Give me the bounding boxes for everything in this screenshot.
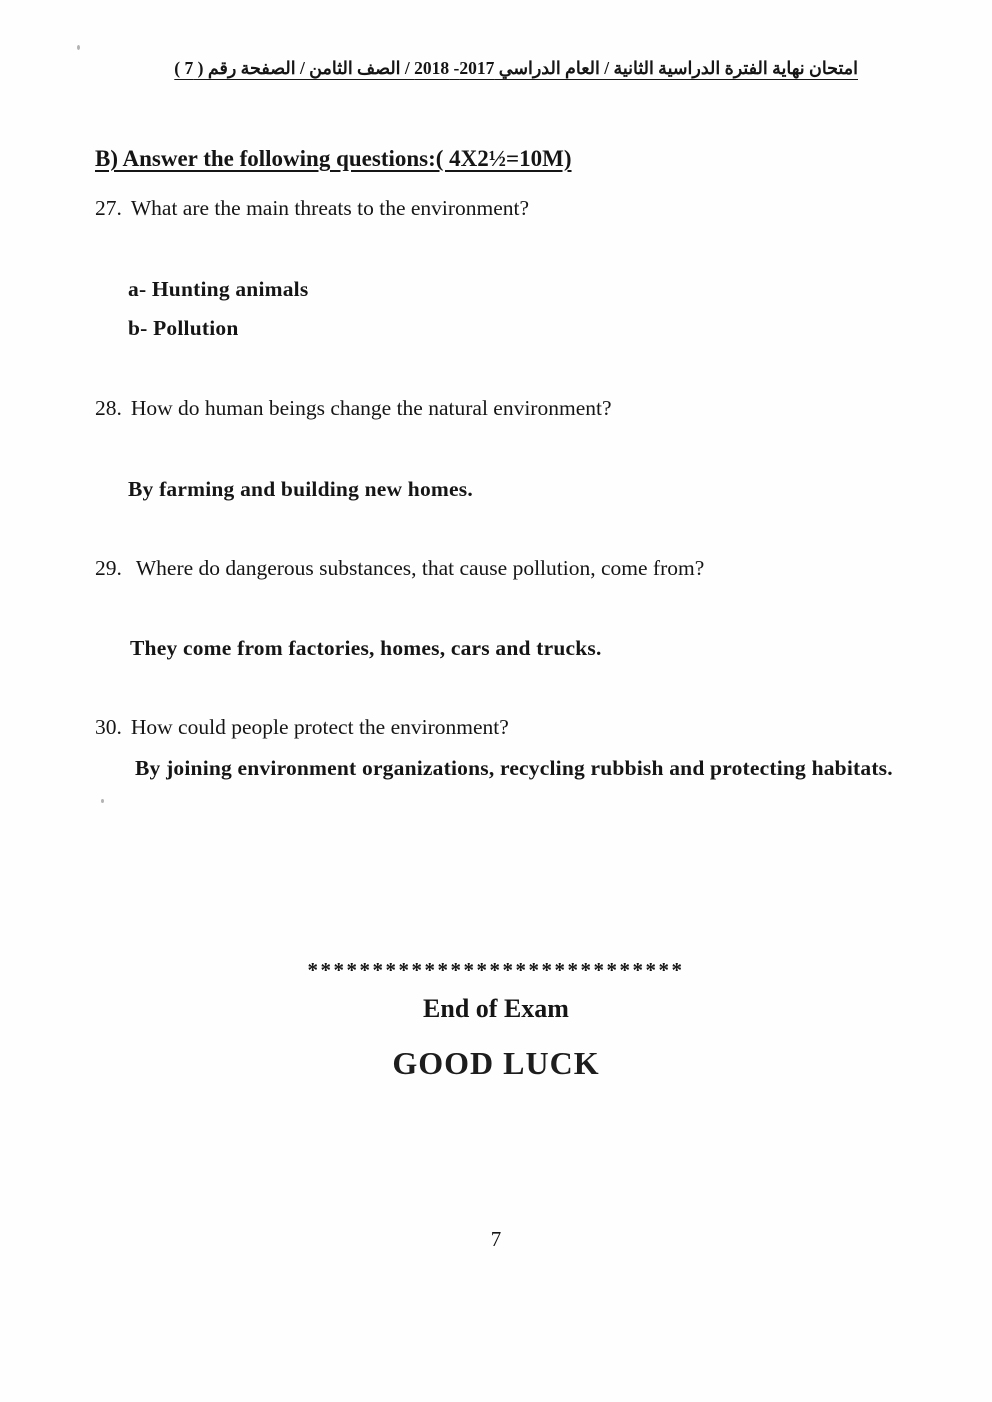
question-30-number: 30.	[95, 715, 122, 739]
question-30	[95, 715, 509, 740]
question-28	[95, 396, 612, 421]
question-29-number: 29.	[95, 556, 122, 580]
page-number: 7	[490, 1227, 502, 1251]
question-27-number: 27.	[95, 196, 122, 220]
question-28-text: How do human beings change the natural environment?	[130, 396, 612, 420]
answer-30: By joining environment organizations, recycling rubbish and protecting habitats.	[135, 756, 893, 780]
scan-artifact	[101, 799, 104, 803]
question-28-number: 28.	[95, 396, 122, 420]
answer-27-b: b- Pollution	[128, 316, 239, 340]
page-header-arabic: امتحان نهاية الفترة الدراسية الثانية / العام الدراسي 2017- 2018 / الصف الثامن / الصفحة رقم ( 7 )	[174, 58, 858, 78]
question-27	[95, 196, 529, 221]
question-29	[95, 556, 704, 581]
separator-stars: *****************************	[307, 958, 685, 982]
question-27-text: What are the main threats to the environment?	[130, 196, 530, 220]
answer-27-a: a- Hunting animals	[128, 277, 309, 301]
answer-29: They come from factories, homes, cars and trucks.	[130, 636, 602, 660]
section-b-heading: B) Answer the following questions:( 4X2½=10M)	[95, 146, 572, 171]
scan-artifact	[77, 45, 80, 50]
end-of-exam-label: End of Exam	[423, 994, 569, 1023]
question-29-text: Where do dangerous substances, that cause pollution, come from?	[135, 556, 705, 580]
answer-28: By farming and building new homes.	[128, 477, 473, 501]
good-luck-label: GOOD LUCK	[392, 1045, 600, 1081]
question-30-text: How could people protect the environment?	[130, 715, 509, 739]
